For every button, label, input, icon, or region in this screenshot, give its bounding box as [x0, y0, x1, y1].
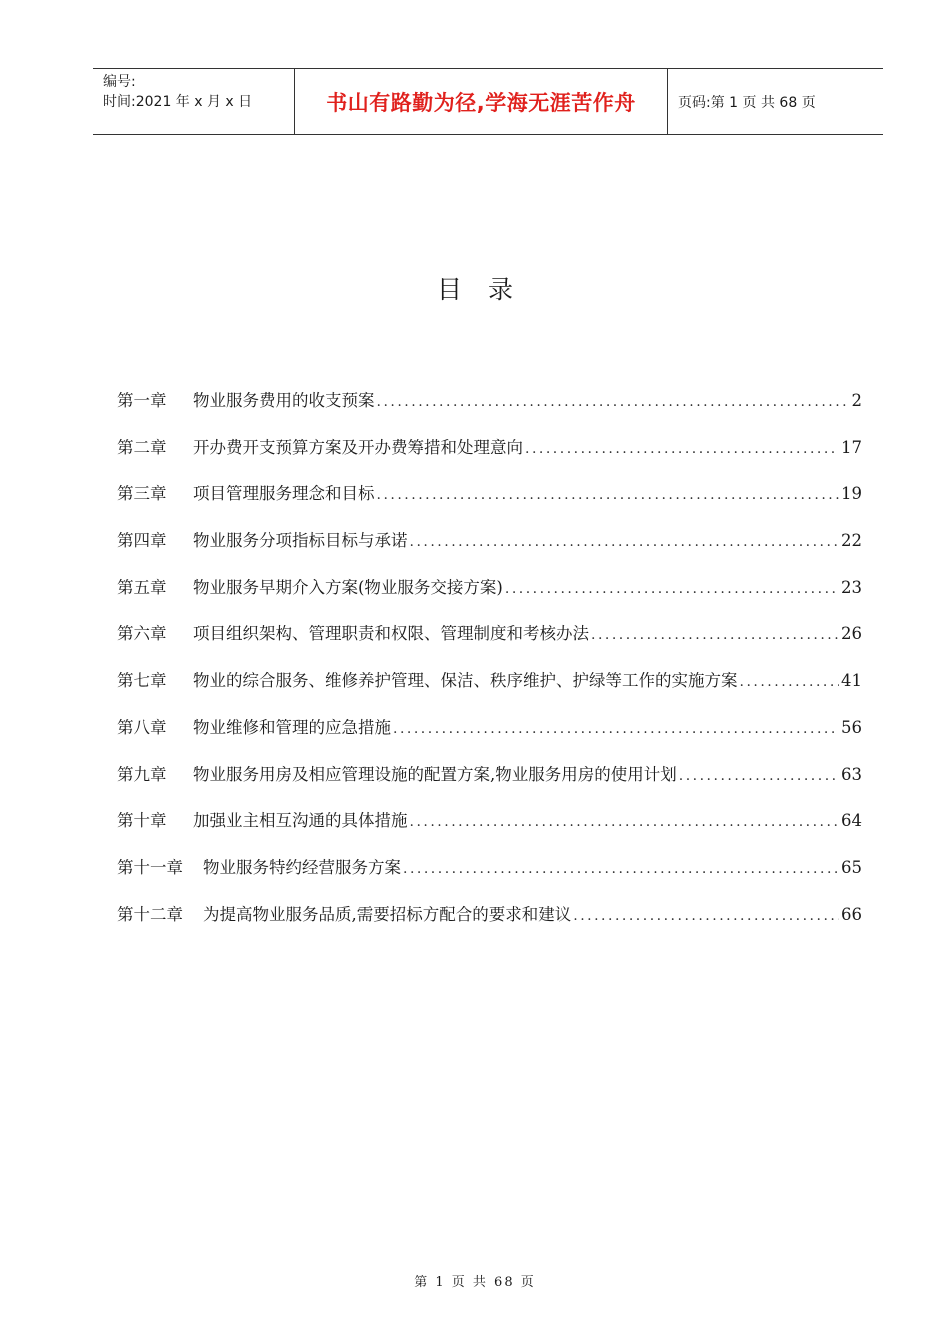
toc-entry[interactable]: [117, 901, 862, 948]
toc-page: 22: [841, 531, 862, 551]
toc-chapter: 第十一章: [117, 857, 183, 877]
toc-chapter: 第六章: [117, 624, 167, 644]
toc-leader: [377, 487, 840, 503]
header-motto: 书山有路勤为径,学海无涯苦作舟: [295, 69, 668, 134]
document-number-label: 编号:: [103, 74, 136, 90]
toc-title: 项目组织架构、管理职责和权限、管理制度和考核办法: [193, 624, 589, 644]
toc-title: 物业维修和管理的应急措施: [193, 717, 391, 737]
toc-entry[interactable]: [117, 667, 862, 714]
toc-chapter: 第三章: [117, 484, 167, 504]
toc-entry[interactable]: [117, 527, 862, 574]
toc-leader: [573, 908, 839, 924]
toc-page: 64: [841, 811, 862, 831]
toc-page: 41: [841, 671, 862, 691]
toc-entry[interactable]: [117, 807, 862, 854]
toc-title: 物业的综合服务、维修养护管理、保洁、秩序维护、护绿等工作的实施方案: [193, 671, 738, 691]
toc-entry[interactable]: [117, 434, 862, 481]
toc-chapter: 第七章: [117, 671, 167, 691]
toc-page: 63: [841, 764, 862, 784]
toc-title: 物业服务早期介入方案(物业服务交接方案): [193, 577, 503, 597]
toc-chapter: 第五章: [117, 577, 167, 597]
toc-title: 开办费开支预算方案及开办费筹措和处理意向: [193, 437, 523, 457]
toc-page: 19: [841, 484, 862, 504]
toc-leader: [505, 581, 839, 597]
document-time-label: 时间:2021 年 x 月 x 日: [103, 94, 253, 110]
page-header: [93, 68, 883, 135]
toc-page: 23: [841, 577, 862, 597]
toc-chapter: 第十章: [117, 811, 167, 831]
toc-leader: [393, 721, 839, 737]
toc-leader: [410, 534, 840, 550]
toc-leader: [591, 627, 839, 643]
toc-chapter: 第四章: [117, 531, 167, 551]
toc-page: 65: [841, 857, 862, 877]
page-title: 目录: [436, 275, 539, 304]
toc-entry[interactable]: [117, 761, 862, 808]
toc-page: 2: [851, 391, 862, 410]
page-footer: 第 1 页 共 68 页: [414, 1275, 536, 1290]
toc-entry[interactable]: [117, 714, 862, 761]
toc-page: 56: [841, 717, 862, 737]
toc-title: 物业服务分项指标目标与承诺: [193, 531, 408, 551]
toc-title: 加强业主相互沟通的具体措施: [193, 811, 408, 831]
header-page-info: 页码:第 1 页 共 68 页: [678, 94, 816, 111]
toc-leader: [410, 814, 840, 830]
toc-entry[interactable]: [117, 574, 862, 621]
toc-chapter: 第十二章: [117, 904, 183, 924]
toc-chapter: 第一章: [117, 391, 167, 410]
toc-chapter: 第二章: [117, 437, 167, 457]
toc-leader: [403, 861, 839, 877]
toc-title: 物业服务费用的收支预案: [193, 391, 375, 410]
toc-page: 26: [841, 624, 862, 644]
header-meta: [93, 69, 295, 134]
toc-chapter: 第八章: [117, 717, 167, 737]
toc-leader: [679, 768, 839, 784]
toc-page: 17: [841, 437, 862, 457]
toc-title: 物业服务特约经营服务方案: [203, 857, 401, 877]
toc-title: 物业服务用房及相应管理设施的配置方案,物业服务用房的使用计划: [193, 764, 677, 784]
table-of-contents: [117, 387, 862, 947]
toc-leader: [525, 441, 839, 457]
toc-entry[interactable]: [117, 620, 862, 667]
toc-entry[interactable]: [117, 854, 862, 901]
toc-page: 66: [841, 904, 862, 924]
toc-entry[interactable]: [117, 480, 862, 527]
toc-title: 为提高物业服务品质,需要招标方配合的要求和建议: [203, 904, 572, 924]
toc-entry[interactable]: [117, 387, 862, 434]
toc-chapter: 第九章: [117, 764, 167, 784]
toc-leader: [377, 394, 850, 410]
toc-title: 项目管理服务理念和目标: [193, 484, 375, 504]
toc-leader: [740, 674, 840, 690]
